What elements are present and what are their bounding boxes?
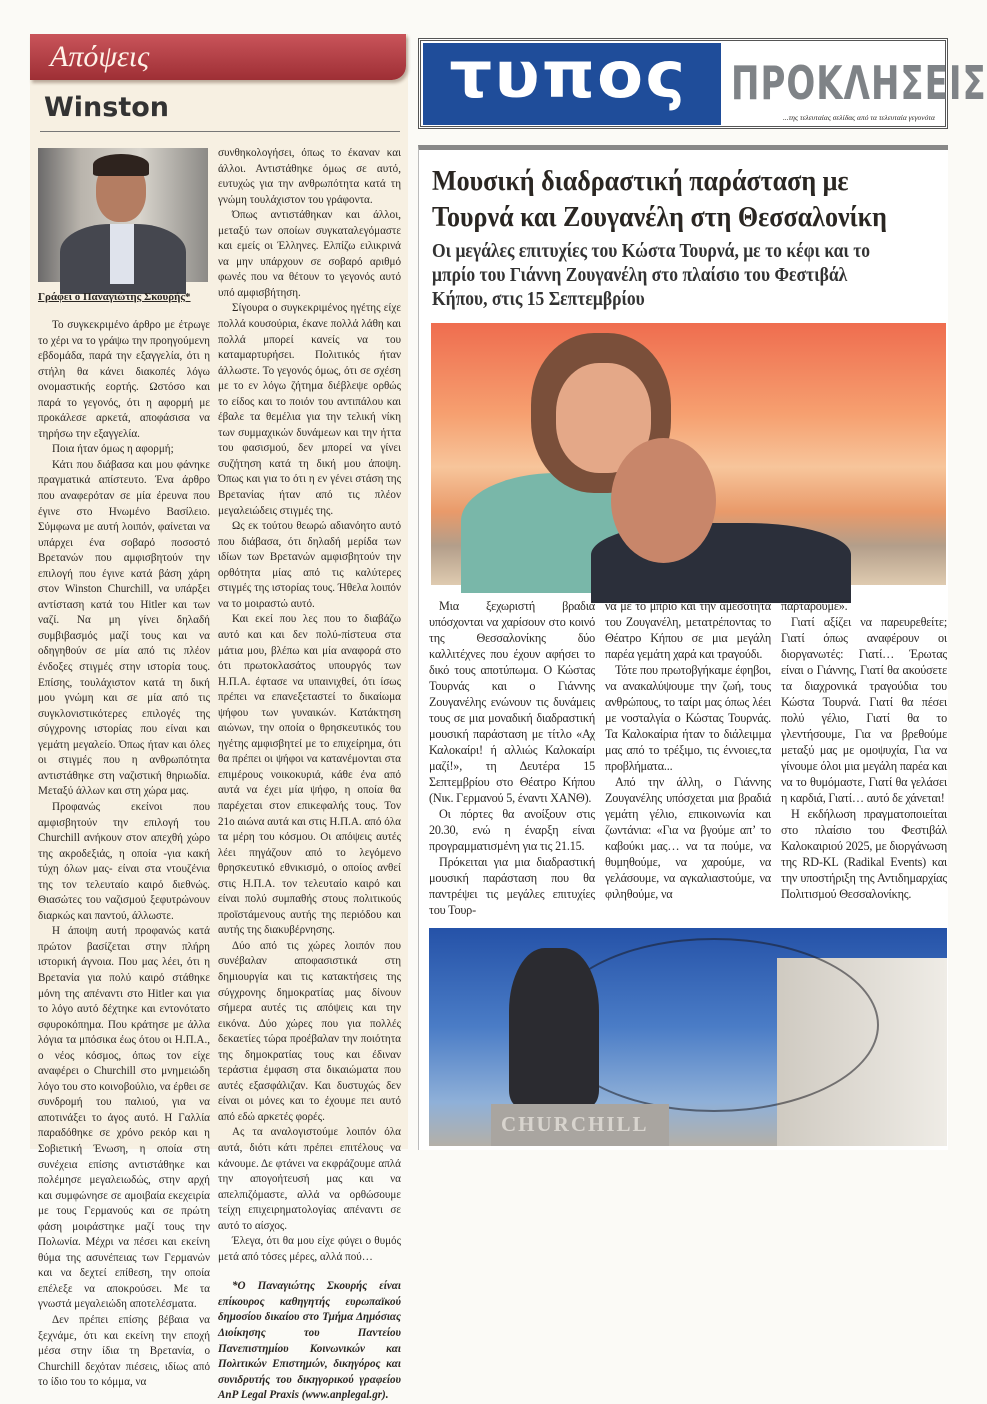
paragraph: Δύο από τις χώρες λοιπόν που συνέβαλαν αποφασιστικά στη δημιουργία και τις κατακτήσεις της σύγχρονης δημοκρατίας μας δίνουν σήμερα αυτές τις απόψεις και την εικόνα. Δύο χώρες που για πολλές δεκαετίες τώρα προέβαλαν την ποιότητα της δημοκρατίας τους και έδιναν τεράστια έμφαση στα δικαιώματα που αυτές εξασφάλιζαν. Και δυστυχώς δεν είναι οι μόνες και το έχουμε πει αυτό από εδώ αρκετές φορές. <box>218 939 401 1123</box>
article-lower <box>429 598 947 1146</box>
opinion-text-col2 <box>218 146 401 1404</box>
paragraph: Σίγουρα ο συγκεκριμένος ηγέτης είχε πολλά κουσούρια, έκανε πολλά λάθη και πολλά μπορεί κανείς να του καταμαρτυρήσει. Πολιτικός ήταν άλλωστε. Το γεγονός όμως, ότι σε σχέση με το εν λόγω ζήτημα διέβλεψε ορθώς το είδος και το ποιόν του αντιπάλου και έβαλε τα θεμέλια για την τελική νίκη των συμμαχικών δυνάμεων και την ήττα του φασισμού, δεν μπορεί να γίνει συζήτηση κατά τη δική μου άποψη. Όπως και για το ότι η εν γένει στάση της Βρετανίας ήταν από τις πλέον μεγαλειώδεις στιγμές της. <box>218 302 401 517</box>
section-title: Απόψεις <box>50 40 150 73</box>
masthead <box>418 38 987 129</box>
paragraph: νά με το μπρίο και την αμεσότητα του Ζουγανέλη, μετατρέποντας το Θέατρο Κήπου σε μια μεγάλη παρέα γεμάτη χαρά και τραγούδι. <box>605 599 771 661</box>
paragraph: συνθηκολογήσει, όπως το έκαναν και άλλοι. Αντιστάθηκε όμως σε αυτό, ευτυχώς για την ανθρωπότητα κατά τη γνώμη τουλάχιστον του γράφοντα. <box>218 147 401 206</box>
paragraph: Οι πόρτες θα ανοίξουν στις 20.30, ενώ η έναρξη είναι προγραμματισμένη για τις 21.15. <box>429 807 595 853</box>
paragraph: παρτάρουμε». <box>781 599 848 613</box>
paragraph: Και εκεί που λες που το διαβάζω αυτό και και δεν πολύ-πίστευα στα μάτια μου, βλέπω και μία αναφορά στο ότι πρωτοκλασάτος υπουργός των Η.Π.Α. έφτασε να υπαινιχθεί, ότι ίσως πρέπει να επανεξεταστεί το δικαίωμα ψήφου των γυναικών. Κατάκτηση αιώνων, την οποία ο θρησκευτικός του ηγέτης αμφισβητεί με το επιχείρημα, ότι θα πρέπει οι ψήφοι να κατανέμονται στα επιμέρους νοικοκυριά, κάθε ένα από αυτά να έχει μία ψήφο, η οποία θα παρέχεται στον επικεφαλής τους. Τον 21ο αιώνα αυτά και στις Η.Π.Α. από όλα τα μέρη του κόσμου. Οι απόψεις αυτές λέει πηγάζουν από το λεγόμενο θρησκευτικό εθνικισμό, ο οποίος ανθεί στις Η.Π.Α. τον τελευταίο καιρό και είναι πολύ συμπαθής στους πολιτικούς προϊστάμενους αυτής της περιόδου και αυτής της διακυβέρνησης. <box>218 613 401 937</box>
article <box>418 145 948 1150</box>
paragraph: Προφανώς εκείνοι που αμφισβητούν την επιλογή του Churchill ανήκουν στον απεχθή χώρο της ακροδεξιάς, η οποία -για κακή τύχη όλων μας- είναι στα ντουζένια της τον τελευταίο καιρό διεθνώς. Θιασώτες του ναζισμού ξεφυτρώνουν διαρκώς και παντού, άλλωστε. <box>38 800 210 922</box>
logo-text: τυπος <box>449 39 688 113</box>
article-col3 <box>781 598 947 918</box>
subheadline: Οι μεγάλες επιτυχίες του Κώστα Τουρνά, με το κέφι και το μπρίο του Γιάννη Ζουγανέλη στο πλαίσιο του Φεστιβάλ Κήπου, στις 15 Σεπτεμβρίου <box>432 241 871 310</box>
section-header <box>30 34 406 80</box>
section-name: ΠΡΟΚΛΗΣΕΙΣ <box>731 57 987 111</box>
opinion-column <box>30 34 408 1402</box>
paragraph: Γιατί αξίζει να παρευρεθείτε; Γιατί όπως αναφέρουν οι διοργανωτές: Γιατί… Έρωτας είναι ο Γιάννης, Γιατί θα ακούσετε τα διαχρονικά τραγούδια του Κώστα Τουρνά. Γιατί θα πέσει πολύ γέλιο, Γιατί θα το γλεντήσουμε, Για να βρεθούμε μεταξύ μας με ομοψυχία, Για να γίνουμε όλοι μια μεγάλη παρέα και να το θυμόμαστε, Γιατί θα γελάσει η καρδιά, Γιατί… αυτό δε χάνεται! <box>781 615 947 805</box>
churchill-statue-photo <box>429 928 947 1146</box>
column-title: Winston <box>44 92 170 123</box>
paragraph: Ποια ήταν όμως η αφορμή; <box>52 443 174 456</box>
tagline: ...της τελευταίας σελίδας από τα τελευταία γεγονότα <box>782 113 935 122</box>
paragraph: Όπως αντιστάθηκαν και άλλοι, μεταξύ των οποίων συγκαταλεγόμαστε και εμείς οι Έλληνες. Ελπίζω ειλικρινά να μην υπάρχουν σε σοβαρό αριθμό φωνές που να θέτουν το γεγονός αυτό υπό αμφισβήτηση. <box>218 209 401 299</box>
author-photo <box>38 148 208 282</box>
paragraph: Ας τα αναλογιστούμε λοιπόν όλα αυτά, διότι κάτι πρέπει επιτέλους να κάνουμε. Δε φτάνει να εκφράζουμε απλά την απογοήτευσή μας και να απελπιζόμαστε, αλλά να ορθώσουμε τείχη επιχειρηματολογίας απέναντι σε αυτό το αίσχος. <box>218 1126 401 1232</box>
byline: Γράφει ο Παναγιώτης Σκουρής* <box>38 291 191 303</box>
headline: Μουσική διαδραστική παράσταση με Τουρνά και Ζουγανέλη στη Θεσσαλονίκη <box>432 166 887 233</box>
paragraph: Έλεγα, ότι θα μου είχε φύγει ο θυμός μετά από τόσες μέρες, αλλά πού… <box>218 1235 401 1263</box>
newspaper-logo <box>423 39 721 125</box>
paragraph: Ως εκ τούτου θεωρώ αδιανόητο αυτό που διάβασα, ότι δηλαδή μερίδα των ιδίων των Βρετανών αμφισβητούν την ορθότητα μίας από τις καλύτερες στιγμές της ιστορίας τους. Ήθελα λοιπόν να το μοιραστώ αυτό. <box>218 520 401 610</box>
divider <box>40 131 400 132</box>
paragraph: Μια ξεχωριστή βραδιά υπόσχονται να χαρίσουν στο κοινό της Θεσσαλονίκης δύο καλλιτέχνες που έχουν αφήσει το δικό τους αποτύπωμα. Ο Κώστας Τουρνάς και ο Γιάννης Ζουγανέλης ενώνουν τις δυνάμεις τους σε μια μοναδική διαδραστική μουσική παράσταση με τίτλο «Αχ Καλοκαίρι! ή αλλιώς Καλοκαίρι μαζί!», τη Δευτέρα 15 Σεπτεμβρίου στο Θέατρο Κήπου (Νικ. Γερμανού 5, έναντι ΧΑΝΘ). <box>429 599 595 805</box>
paragraph: Η εκδήλωση πραγματοποιείται στο πλαίσιο του Φεστιβάλ Καλοκαιριού 2025, με διοργάνωση της RD-KL (Radikal Events) και την υποστήριξη της Αντιδημαρχίας Πολιτισμού Θεσσαλονίκης. <box>781 807 947 901</box>
opinion-text-col1 <box>38 318 210 1391</box>
article-body <box>429 598 947 918</box>
artists-photo <box>431 323 946 585</box>
plinth-inscription: CHURCHILL <box>501 1112 649 1136</box>
paragraph: Το συγκεκριμένο άρθρο με έτρωγε το χέρι να το γράψω την προηγούμενη εβδομάδα, παρά την εξαγγελία, ότι η στήλη θα κάνει διακοπές λόγω ονομαστικής εορτής. Ωστόσο και παρά το γεγονός, ότι η αφορμή με προκάλεσε αρκετά, αποφάσισα να τηρήσω την εξαγγελία. <box>38 319 210 440</box>
paragraph: Από την άλλη, ο Γιάννης Ζουγανέλης υπόσχεται μια βραδιά γεμάτη γέλιο, επικοινωνία και ζωντάνια: «Για να βγούμε απ’ το καβούκι μας… να τα πούμε, να θυμηθούμε, να χαρούμε, να γελάσουμε, να αγκαλιαστούμε, να φιληθούμε, να <box>605 775 771 901</box>
paragraph: Τότε που πρωτοβγήκαμε έφηβοι, να ανακαλύψουμε την ζωή, τους ανθρώπους, το ταίρι μας όπως λέει με νοσταλγία ο Κώστας Τουρνάς. Τα Καλοκαίρια ήταν το διάλειμμα μας από το τρέξιμο, τις έννοιες,τα προβλήματα... <box>605 663 771 773</box>
paragraph: Πρόκειται για μια διαδραστική μουσική παράσταση που θα παντρέψει τις μεγάλες επιτυχίες του Τουρ- <box>429 855 595 917</box>
article-col1 <box>429 598 595 918</box>
author-note: *Ο Παναγιώτης Σκουρής είναι επίκουρος καθηγητής ευρωπαϊκού δημοσίου δικαίου στο Τμήμα Δημόσιας Διοίκησης του Παντείου Πανεπιστημίου Κοινωνικών και Πολιτικών Επιστημών, δικηγόρος και συνιδρυτής του δικηγορικού γραφείου AnP Legal Praxis (www.anplegal.gr). <box>218 1280 401 1402</box>
paragraph: Η άποψη αυτή προφανώς κατά πρώτον βασίζεται στην πλήρη ιστορική άγνοια. Που μας λέει, ότι η Βρετανία για πολύ καιρό στάθηκε μόνη της απέναντι στο Hitler και για το λόγο αυτό δέχτηκε και εντονότατο σφυροκόπημα. Που κράτησε με άλλα λόγια τα μπόσικα έως ότου οι Η.Π.Α., ο νέος κόσμος, όπως τον είχε αναφέρει ο Churchill στο μνημειώδη λόγο του στο κοινοβούλιο, να έρθει σε συνδρομή του παλιού, για να αποτινάξει το άγος αυτό. Η Γαλλία παραδόθηκε σε χρόνο ρεκόρ και η Σοβιετική Ένωση, η οποία στη συνέχεια επίσης αντιστάθηκε και πολέμησε μεγαλειωδώς, στην αρχή και συμφώνησε σε αμοιβαία εκεχειρία με τους Γερμανούς και σε πρώτη φάση μοιράστηκε μαζί τους την Πολωνία. Μέχρι να πέσει και εκείνη θύμα της ασυνέπειας των Γερμανών και να δεχτεί επίθεση, την οποία επέλεξε να αποκρούσει. Με τα γνωστά μεγαλειώδη αποτελέσματα. <box>38 925 210 1311</box>
article-col2 <box>605 598 771 918</box>
paragraph: Δεν πρέπει επίσης βέβαια να ξεχνάμε, ότι και εκείνη την εποχή μέσα στην ίδια τη Βρετανία, ο Churchill δεχόταν πιέσεις, ιδίως από το ίδιο του το κόμμα, να <box>38 1314 210 1389</box>
paragraph: Κάτι που διάβασα και μου φάνηκε πραγματικά απίστευτο. Ένα άρθρο που αναφερόταν σε μία έρευνα που έγινε στο Ηνωμένο Βασίλειο. Σύμφωνα με αυτή λοιπόν, φαίνεται να υπάρχει ένα σοβαρό ποσοστό Βρετανών που αμφισβητούν την επιλογή που έγινε κατά βάση χάρη στον Winston Churchill, να υπάρξει αντίσταση κατά του Hitler και των ναζί. Να μη γίνει δηλαδή συμβιβασμός μαζί τους και να οδηγηθούν σε μία από τις πλέον ένδοξες στιγμές στην ιστορία τους. Επίσης, τουλάχιστον κατά τη δική μου γνώμη και σε μία από τις συγκλονιστικότερες επιλογές της σύγχρονης ιστορίας που είναι και γεμάτη μεγαλείο. Όπως ήταν και όλες οι στιγμές που η ανθρωπότητα αντιστάθηκε στη ναζιστική θηριωδία. Μεταξύ άλλων και στη χώρα μας. <box>38 458 210 798</box>
